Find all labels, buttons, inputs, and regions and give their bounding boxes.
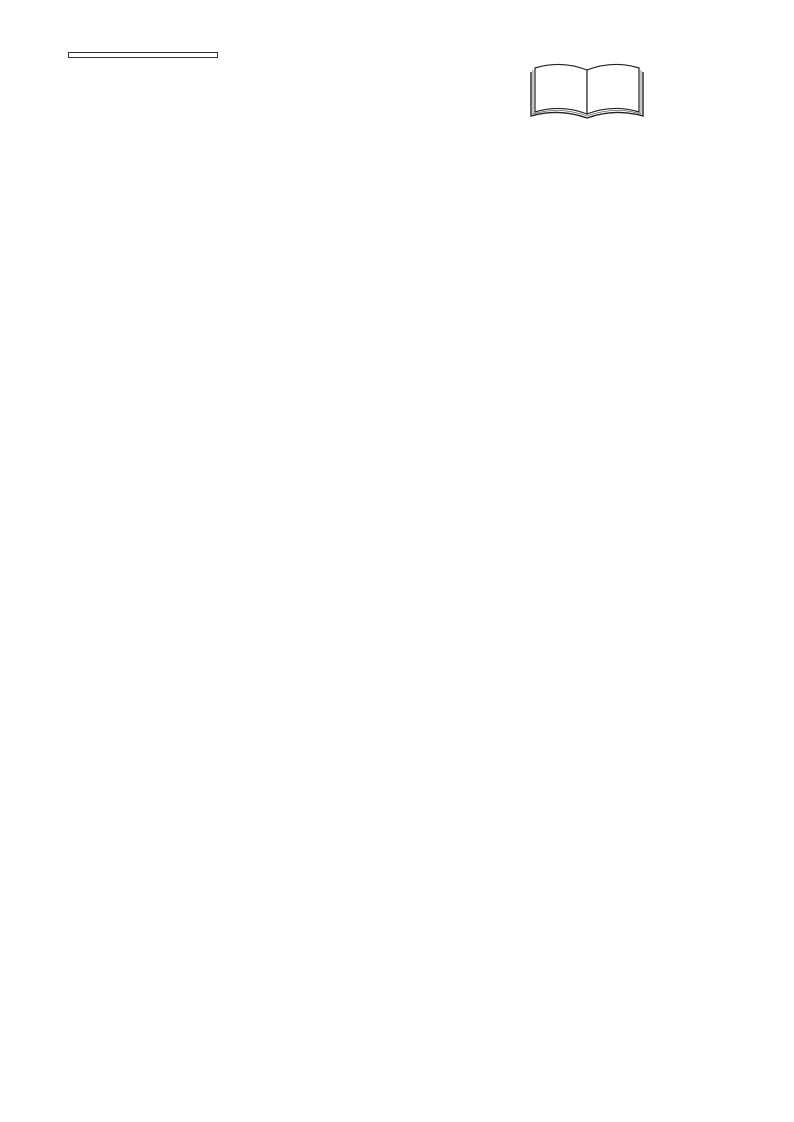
right-page — [447, 50, 727, 126]
left-page — [60, 50, 358, 61]
poem-box — [68, 52, 218, 58]
open-book-icon — [527, 58, 647, 120]
book-illustration — [527, 58, 647, 120]
